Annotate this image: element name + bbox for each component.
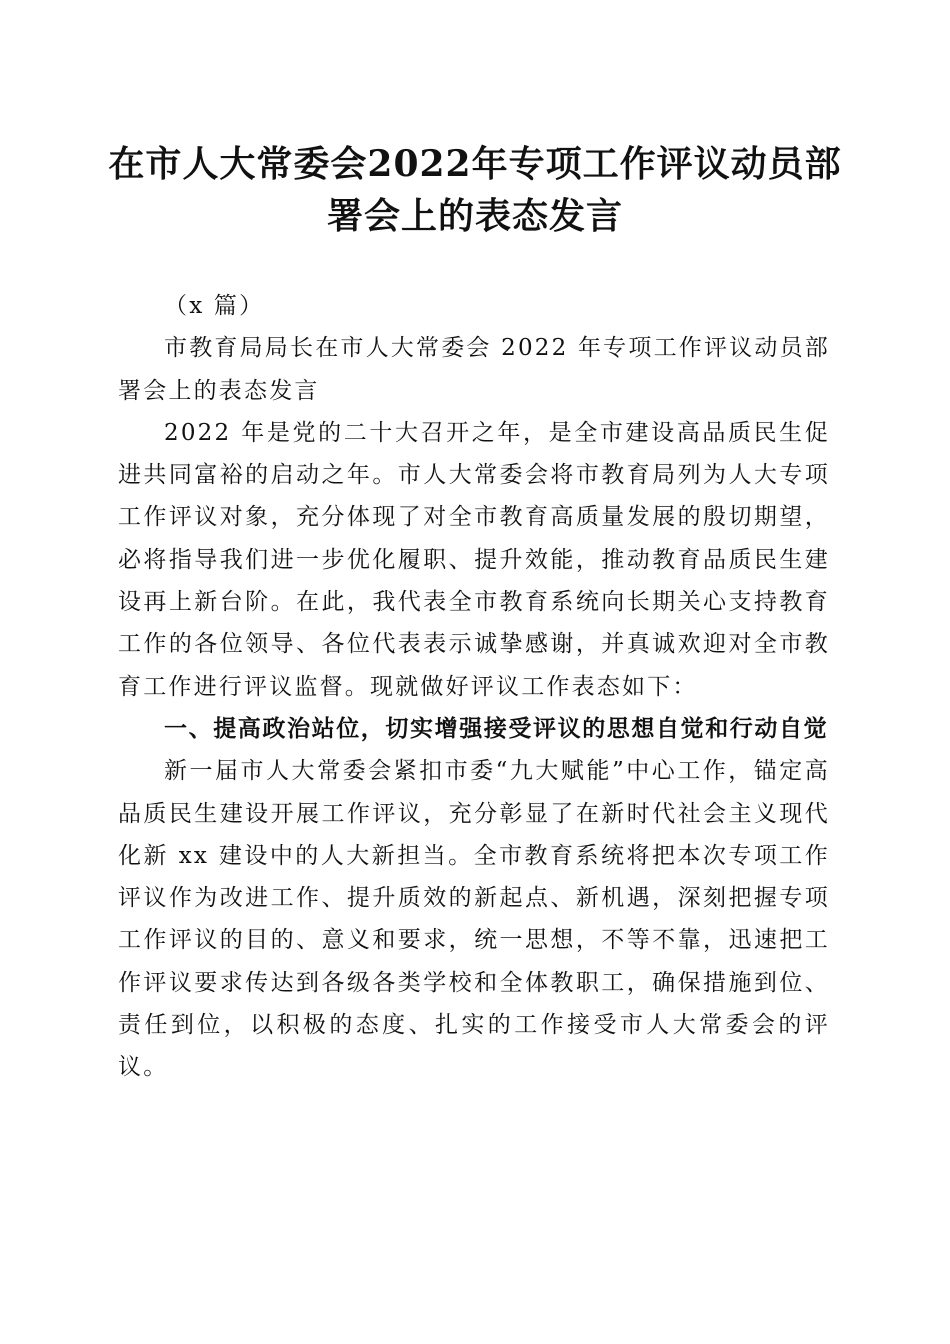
section-heading-1: 一、提高政治站位，切实增强接受评议的思想自觉和行动自觉	[164, 715, 829, 742]
section-1-paragraph: 新一届市人大常委会紧扣市委“九大赋能”中心工作，锚定高品质民生建设开展工作评议，充分彰显了在新时代社会主义现代化新 xx 建设中的人大新担当。全市教育系统将把本次专项工作评议作为改进工作、提升质效的新起点、新机遇，深刻把握专项工作评议的目的、意义和要求，统一思想，不等不靠，迅速把工作评议要求传达到各级各类学校和全体教职工，确保措施到位、责任到位，以积极的态度、扎实的工作接受市人大常委会的评议。	[118, 758, 830, 1081]
document-body	[118, 285, 830, 1089]
article-count-note: （x 篇）	[164, 293, 265, 319]
speech-subtitle-paragraph: 市教育局局长在市人大常委会 2022 年专项工作评议动员部署会上的表态发言	[118, 335, 830, 404]
intro-paragraph: 2022 年是党的二十大召开之年，是全市建设高品质民生促进共同富裕的启动之年。市人大常委会将市教育局列为人大专项工作评议对象，充分体现了对全市教育高质量发展的殷切期望，必将指导我们进一步优化履职、提升效能，推动教育品质民生建设再上新台阶。在此，我代表全市教育系统向长期关心支持教育工作的各位领导、各位代表表示诚挚感谢，并真诚欢迎对全市教育工作进行评议监督。现就做好评议工作表态如下：	[118, 419, 830, 700]
document-title: 在市人大常委会2022年专项工作评议动员部署会上的表态发言	[108, 143, 842, 237]
